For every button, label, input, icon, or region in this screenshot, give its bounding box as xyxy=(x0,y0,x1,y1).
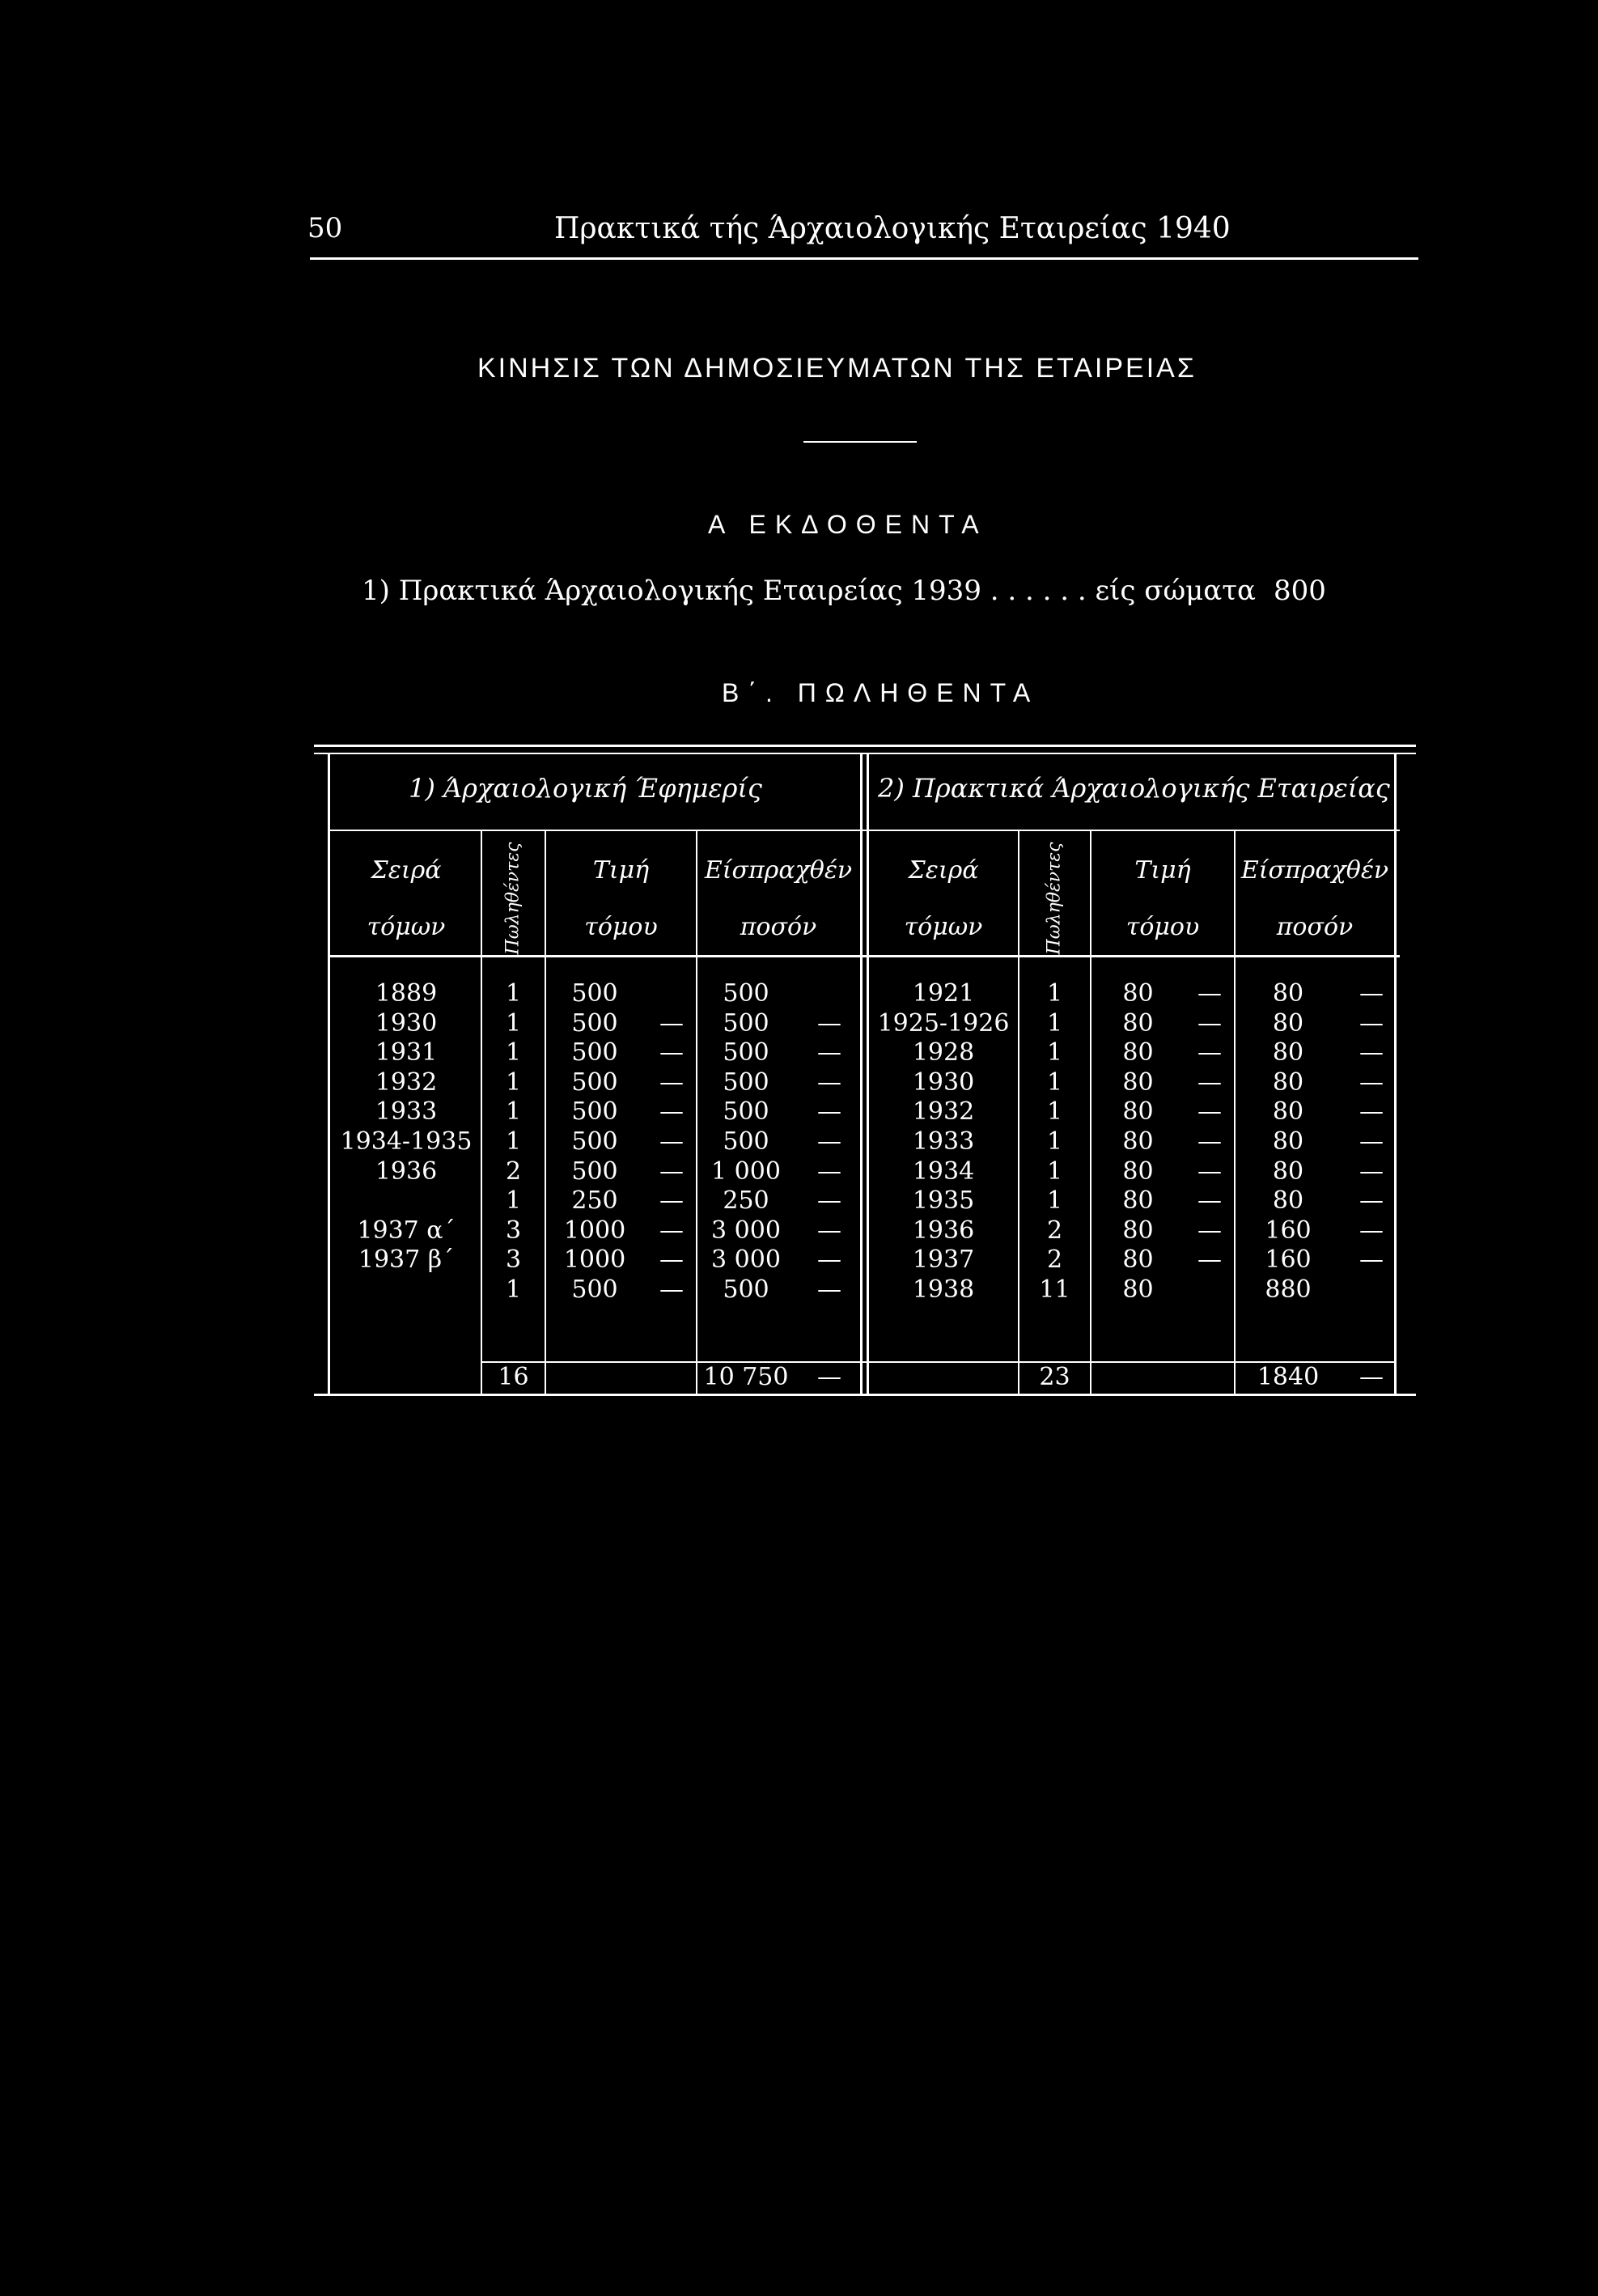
left-sold-cell: 1 xyxy=(505,979,522,1008)
right-price-dash: — xyxy=(1197,1008,1222,1038)
right-sold-cell: 1 xyxy=(1046,1127,1063,1156)
right-sold-cell: 11 xyxy=(1039,1275,1070,1304)
table-header-rule xyxy=(330,955,1400,957)
right-amount-dash: — xyxy=(1359,1156,1384,1186)
header-eisprachthen: Είσπραχθέν xyxy=(1240,856,1389,885)
left-amount-cell: 500 xyxy=(723,1008,769,1038)
right-price-dash: — xyxy=(1197,1127,1222,1156)
left-price-cell: 500 xyxy=(571,1127,618,1156)
right-amount-cell: 80 xyxy=(1272,1067,1304,1097)
right-sold-cell: 1 xyxy=(1046,979,1063,1008)
left-price-dash: — xyxy=(659,1246,684,1275)
right-amount-cell: 80 xyxy=(1272,1127,1304,1156)
left-sold-cell: 1 xyxy=(505,1008,522,1038)
header-seira: Σειρά xyxy=(371,856,442,885)
header-poson: ποσόν xyxy=(740,913,817,941)
right-series-cell: 1933 xyxy=(912,1127,975,1156)
right-price-dash: — xyxy=(1197,1246,1222,1275)
right-price-cell: 80 xyxy=(1122,1156,1154,1186)
right-series-cell: 1935 xyxy=(912,1186,975,1216)
table-top-rule xyxy=(314,745,1416,747)
right-amount-cell: 80 xyxy=(1272,1008,1304,1038)
left-price-cell: 500 xyxy=(571,1275,618,1304)
running-title: Πρακτικά τής Άρχαιολογικής Εταιρείας 1940 xyxy=(554,212,1231,245)
right-sold-cell: 2 xyxy=(1046,1246,1063,1275)
left-price-cell: 500 xyxy=(571,1008,618,1038)
right-amount-cell: 880 xyxy=(1265,1275,1312,1304)
header-eisprachthen: Είσπραχθέν xyxy=(704,856,853,885)
right-price-cell: 80 xyxy=(1122,1246,1154,1275)
right-sold-cell: 1 xyxy=(1046,1008,1063,1038)
left-series-cell: 1932 xyxy=(375,1067,438,1097)
table-center-divider xyxy=(860,753,863,1394)
title-rule xyxy=(803,441,917,443)
left-amount-cell: 250 xyxy=(723,1186,769,1216)
section-a-heading: Α ΕΚΔΟΘΕΝΤΑ xyxy=(708,510,988,539)
right-amount-cell: 80 xyxy=(1272,1097,1304,1127)
right-amount-dash: — xyxy=(1359,1067,1384,1097)
left-sold-cell: 1 xyxy=(505,1067,522,1097)
left-amount-dash: — xyxy=(817,1097,841,1127)
right-price-dash: — xyxy=(1197,1156,1222,1186)
section-b-heading: Β΄. ΠΩΛΗΘΕΝΤΑ xyxy=(722,678,1040,707)
left-sold-cell: 1 xyxy=(505,1127,522,1156)
left-price-cell: 500 xyxy=(571,1156,618,1186)
left-price-cell: 500 xyxy=(571,1038,618,1067)
left-series-cell: 1930 xyxy=(375,1008,438,1038)
right-series-cell: 1932 xyxy=(912,1097,975,1127)
table-top-rule-2 xyxy=(314,753,1416,754)
left-price-cell: 500 xyxy=(571,1097,618,1127)
page-number: 50 xyxy=(307,212,343,244)
left-price-cell: 1000 xyxy=(563,1246,626,1275)
left-amount-dash: — xyxy=(817,1216,841,1245)
left-price-dash: — xyxy=(659,1067,684,1097)
left-series-cell: 1937 β΄ xyxy=(358,1246,455,1275)
header-poson: ποσόν xyxy=(1276,913,1354,941)
right-sold-cell: 1 xyxy=(1046,1067,1063,1097)
right-amount-dash: — xyxy=(1359,1246,1384,1275)
right-amount-dash: — xyxy=(1359,1186,1384,1216)
header-rule xyxy=(310,257,1418,260)
left-series-cell: 1931 xyxy=(375,1038,438,1067)
header-tomon: τόμων xyxy=(904,913,983,941)
right-amount-cell: 80 xyxy=(1272,1156,1304,1186)
right-amount-dash: — xyxy=(1359,1127,1384,1156)
total-right-dash: — xyxy=(1359,1363,1384,1391)
left-amount-cell: 500 xyxy=(723,1067,769,1097)
left-amount-cell: 1 000 xyxy=(711,1156,781,1186)
left-price-cell: 500 xyxy=(571,1067,618,1097)
total-left-amount: 10 750 xyxy=(703,1363,789,1391)
left-sold-cell: 3 xyxy=(505,1216,522,1245)
header-tomon: τόμων xyxy=(367,913,446,941)
left-price-dash: — xyxy=(659,1097,684,1127)
right-price-dash: — xyxy=(1197,1216,1222,1245)
right-price-cell: 80 xyxy=(1122,1186,1154,1216)
left-amount-cell: 500 xyxy=(723,1127,769,1156)
total-left-dash: — xyxy=(817,1363,841,1391)
right-amount-cell: 80 xyxy=(1272,1186,1304,1216)
section-a-item-value: 800 xyxy=(1274,575,1326,607)
section-a-item: 1) Πρακτικά Άρχαιολογικής Εταιρείας 1939 . . . . . . είς σώματα xyxy=(362,575,1256,607)
right-series-cell: 1928 xyxy=(912,1038,975,1067)
total-right-sold: 23 xyxy=(1039,1363,1070,1391)
left-amount-cell: 500 xyxy=(723,979,769,1008)
left-price-dash: — xyxy=(659,1275,684,1304)
left-price-dash: — xyxy=(659,1186,684,1216)
right-price-cell: 80 xyxy=(1122,1097,1154,1127)
left-amount-cell: 500 xyxy=(723,1275,769,1304)
left-amount-dash: — xyxy=(817,1067,841,1097)
right-sold-cell: 1 xyxy=(1046,1186,1063,1216)
table-bottom-rule xyxy=(314,1394,1416,1396)
left-series-cell: 1937 α΄ xyxy=(357,1216,456,1245)
right-price-dash: — xyxy=(1197,1097,1222,1127)
header-seira: Σειρά xyxy=(908,856,979,885)
table-left-border xyxy=(328,753,330,1394)
left-table-title: 1) Άρχαιολογική Έφημερίς xyxy=(409,773,762,804)
left-amount-dash: — xyxy=(817,1186,841,1216)
right-series-cell: 1937 xyxy=(912,1246,975,1275)
left-price-dash: — xyxy=(659,1008,684,1038)
left-amount-cell: 500 xyxy=(723,1038,769,1067)
header-timi: Τιμή xyxy=(1134,856,1191,885)
right-price-dash: — xyxy=(1197,1067,1222,1097)
right-price-dash: — xyxy=(1197,1038,1222,1067)
right-price-dash: — xyxy=(1197,1186,1222,1216)
left-amount-cell: 3 000 xyxy=(711,1216,781,1245)
left-price-dash: — xyxy=(659,1127,684,1156)
right-amount-cell: 80 xyxy=(1272,1038,1304,1067)
left-series-cell: 1889 xyxy=(375,979,438,1008)
right-price-cell: 80 xyxy=(1122,1216,1154,1245)
table-right-border xyxy=(1394,753,1397,1394)
right-amount-cell: 80 xyxy=(1272,979,1304,1008)
right-price-dash: — xyxy=(1197,979,1222,1008)
left-series-cell: 1936 xyxy=(375,1156,438,1186)
right-price-cell: 80 xyxy=(1122,979,1154,1008)
left-sold-cell: 1 xyxy=(505,1097,522,1127)
left-sold-cell: 1 xyxy=(505,1038,522,1067)
header-tomou: τόμου xyxy=(1125,913,1200,941)
right-table-title: 2) Πρακτικά Άρχαιολογικής Εταιρείας xyxy=(878,773,1390,804)
header-tomou: τόμου xyxy=(584,913,658,941)
right-series-cell: 1936 xyxy=(912,1216,975,1245)
right-price-cell: 80 xyxy=(1122,1127,1154,1156)
left-price-dash: — xyxy=(659,1156,684,1186)
right-series-cell: 1930 xyxy=(912,1067,975,1097)
right-sold-cell: 1 xyxy=(1046,1097,1063,1127)
table-title-rule xyxy=(330,830,1400,831)
left-price-cell: 500 xyxy=(571,979,618,1008)
left-series-cell: 1933 xyxy=(375,1097,438,1127)
right-series-cell: 1934 xyxy=(912,1156,975,1186)
left-amount-dash: — xyxy=(817,1275,841,1304)
right-series-cell: 1921 xyxy=(912,979,975,1008)
right-series-cell: 1925-1926 xyxy=(877,1008,1010,1038)
left-amount-cell: 500 xyxy=(723,1097,769,1127)
left-sold-cell: 2 xyxy=(505,1156,522,1186)
left-price-dash: — xyxy=(659,1038,684,1067)
main-title: ΚΙΝΗΣΙΣ ΤΩΝ ΔΗΜΟΣΙΕΥΜΑΤΩΝ ΤΗΣ ΕΤΑΙΡΕΙΑΣ xyxy=(477,353,1197,384)
left-amount-dash: — xyxy=(817,1008,841,1038)
right-amount-cell: 160 xyxy=(1265,1216,1312,1245)
left-series-cell: 1934-1935 xyxy=(340,1127,473,1156)
total-left-sold: 16 xyxy=(498,1363,529,1391)
left-sold-cell: 3 xyxy=(505,1246,522,1275)
left-price-cell: 250 xyxy=(571,1186,618,1216)
right-price-cell: 80 xyxy=(1122,1038,1154,1067)
left-price-cell: 1000 xyxy=(563,1216,626,1245)
left-price-dash: — xyxy=(659,1216,684,1245)
right-price-cell: 80 xyxy=(1122,1275,1154,1304)
right-sold-cell: 1 xyxy=(1046,1156,1063,1186)
right-series-cell: 1938 xyxy=(912,1275,975,1304)
left-sold-cell: 1 xyxy=(505,1186,522,1216)
left-amount-dash: — xyxy=(817,1127,841,1156)
right-amount-dash: — xyxy=(1359,1038,1384,1067)
right-price-cell: 80 xyxy=(1122,1067,1154,1097)
left-amount-dash: — xyxy=(817,1038,841,1067)
header-polithentes: Πωληθέντες xyxy=(502,842,523,955)
header-polithentes: Πωληθέντες xyxy=(1044,842,1065,955)
left-amount-dash: — xyxy=(817,1156,841,1186)
right-amount-dash: — xyxy=(1359,1097,1384,1127)
right-sold-cell: 1 xyxy=(1046,1038,1063,1067)
right-amount-dash: — xyxy=(1359,1008,1384,1038)
right-amount-cell: 160 xyxy=(1265,1246,1312,1275)
total-right-amount: 1840 xyxy=(1257,1363,1320,1391)
left-amount-cell: 3 000 xyxy=(711,1246,781,1275)
left-amount-dash: — xyxy=(817,1246,841,1275)
right-price-cell: 80 xyxy=(1122,1008,1154,1038)
right-amount-dash: — xyxy=(1359,979,1384,1008)
left-sold-cell: 1 xyxy=(505,1275,522,1304)
right-sold-cell: 2 xyxy=(1046,1216,1063,1245)
right-amount-dash: — xyxy=(1359,1216,1384,1245)
header-timi: Τιμή xyxy=(592,856,650,885)
